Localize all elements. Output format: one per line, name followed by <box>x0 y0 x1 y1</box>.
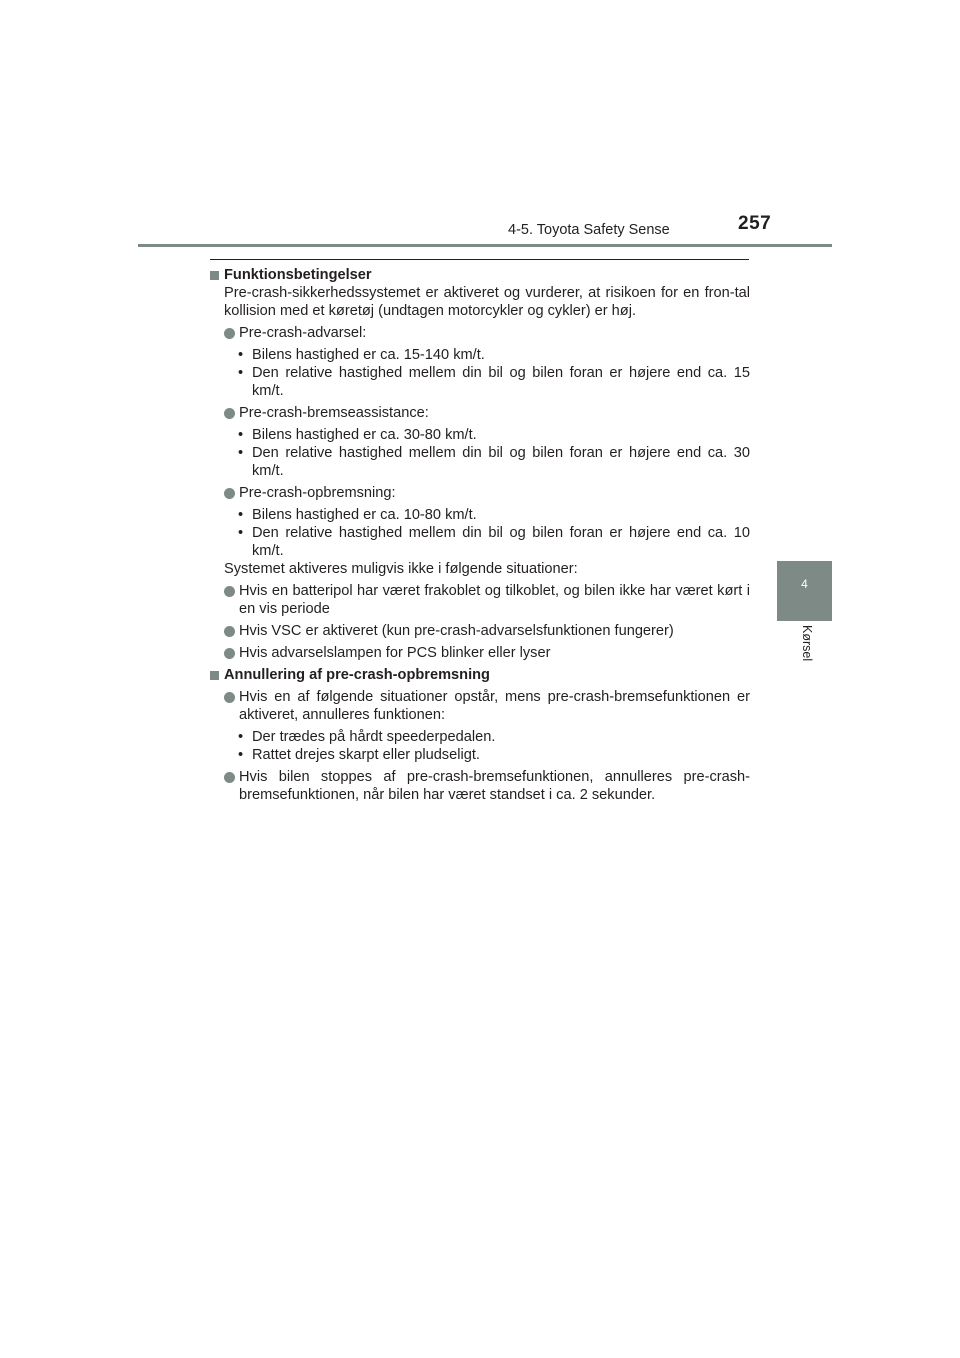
page-content <box>210 266 750 804</box>
sub-list-item: • Bilens hastighed er ca. 15-140 km/t. <box>238 347 485 363</box>
chapter-tab <box>777 561 832 621</box>
list-item: Hvis en batteripol har været frakoblet og tilkoblet, og bilen ikke har været kørt i en vis periode <box>224 582 750 618</box>
content-rule <box>210 259 749 260</box>
section-heading: Annullering af pre-crash-opbremsning <box>210 666 750 684</box>
square-bullet-icon <box>210 271 219 280</box>
sub-list-item: • Der trædes på hårdt speederpedalen. <box>238 729 496 745</box>
sub-list-item: • Bilens hastighed er ca. 30-80 km/t. <box>238 427 477 443</box>
list-item: Hvis VSC er aktiveret (kun pre-crash-advarselsfunktionen fungerer) <box>224 622 750 640</box>
round-bullet-icon <box>224 692 235 703</box>
square-bullet-icon <box>210 671 219 680</box>
list-item: Pre-crash-opbremsning: <box>224 484 750 502</box>
paragraph: Pre-crash-sikkerhedssystemet er aktiveret og vurderer, at risikoen for en fron-tal kollision med et køretøj (undtagen motorcykler og cykler) er høj. <box>224 285 750 319</box>
list-item: Pre-crash-advarsel: <box>224 324 750 342</box>
sub-list <box>238 346 750 400</box>
round-bullet-icon <box>224 626 235 637</box>
sub-list-item: • Rattet drejes skarpt eller pludseligt. <box>238 747 480 763</box>
round-bullet-icon <box>224 648 235 659</box>
round-bullet-icon <box>224 488 235 499</box>
chapter-number: 4 <box>801 577 808 591</box>
page-number: 257 <box>738 213 772 234</box>
sub-list-item: • Den relative hastighed mellem din bil og bilen foran er højere end ca. 15 km/t. <box>238 365 750 399</box>
list-item: Hvis bilen stoppes af pre-crash-bremsefunktionen, annulleres pre-crash-bremsefunktionen, når bilen har været standset i ca. 2 sekunder. <box>224 768 750 804</box>
round-bullet-icon <box>224 772 235 783</box>
round-bullet-icon <box>224 586 235 597</box>
section-title: 4-5. Toyota Safety Sense <box>508 222 670 238</box>
round-bullet-icon <box>224 408 235 419</box>
list-item: Pre-crash-bremseassistance: <box>224 404 750 422</box>
sub-list <box>238 426 750 480</box>
sub-list-item: • Den relative hastighed mellem din bil og bilen foran er højere end ca. 10 km/t. <box>238 525 750 559</box>
list-item: Hvis en af følgende situationer opstår, mens pre-crash-bremsefunktionen er aktiveret, annulleres funktionen: <box>224 688 750 724</box>
sub-list-item: • Den relative hastighed mellem din bil og bilen foran er højere end ca. 30 km/t. <box>238 445 750 479</box>
chapter-label: Kørsel <box>800 625 814 662</box>
round-bullet-icon <box>224 328 235 339</box>
sub-list <box>238 728 750 764</box>
list-item: Hvis advarselslampen for PCS blinker eller lyser <box>224 644 750 662</box>
paragraph: Systemet aktiveres muligvis ikke i følgende situationer: <box>224 561 578 577</box>
section-heading: Funktionsbetingelser <box>210 266 750 284</box>
sub-list-item: • Bilens hastighed er ca. 10-80 km/t. <box>238 507 477 523</box>
sub-list <box>238 506 750 560</box>
header-rule <box>138 244 832 247</box>
